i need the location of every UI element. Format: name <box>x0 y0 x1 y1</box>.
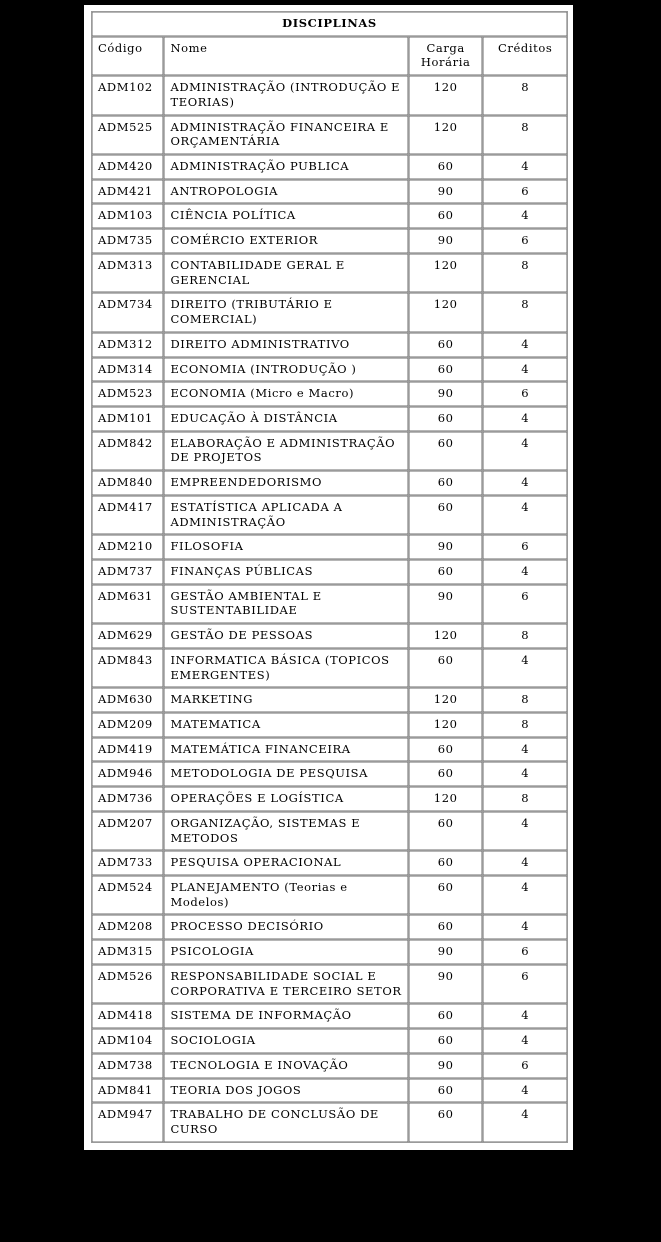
cell-codigo: ADM315 <box>92 940 164 965</box>
cell-carga-horaria: 60 <box>408 737 482 762</box>
cell-carga-horaria: 60 <box>408 155 482 180</box>
cell-creditos: 4 <box>483 431 568 470</box>
cell-carga-horaria: 90 <box>408 1053 482 1078</box>
cell-carga-horaria: 60 <box>408 332 482 357</box>
cell-carga-horaria: 90 <box>408 179 482 204</box>
cell-codigo: ADM840 <box>92 471 164 496</box>
cell-nome: GESTÃO AMBIENTAL E SUSTENTABILIDAE <box>164 584 409 623</box>
column-header-carga-horaria: Carga Horária <box>408 36 482 75</box>
cell-nome: TECNOLOGIA E INOVAÇÃO <box>164 1053 409 1078</box>
cell-codigo: ADM420 <box>92 155 164 180</box>
table-row <box>92 811 568 850</box>
cell-creditos: 4 <box>483 811 568 850</box>
cell-codigo: ADM737 <box>92 559 164 584</box>
table-row <box>92 471 568 496</box>
table-row <box>92 915 568 940</box>
cell-creditos: 8 <box>483 787 568 812</box>
cell-codigo: ADM738 <box>92 1053 164 1078</box>
cell-creditos: 4 <box>483 559 568 584</box>
cell-codigo: ADM631 <box>92 584 164 623</box>
table-row <box>92 559 568 584</box>
cell-creditos: 4 <box>483 471 568 496</box>
cell-nome: OPERAÇÕES E LOGÍSTICA <box>164 787 409 812</box>
cell-nome: RESPONSABILIDADE SOCIAL E CORPORATIVA E TERCEIRO SETOR <box>164 964 409 1003</box>
cell-nome: SOCIOLOGIA <box>164 1029 409 1054</box>
disciplinas-table <box>91 11 568 1143</box>
cell-nome: DIREITO (TRIBUTÁRIO E COMERCIAL) <box>164 293 409 332</box>
cell-carga-horaria: 120 <box>408 76 482 115</box>
cell-carga-horaria: 60 <box>408 1004 482 1029</box>
table-row <box>92 648 568 687</box>
table-row <box>92 332 568 357</box>
cell-creditos: 8 <box>483 713 568 738</box>
cell-creditos: 6 <box>483 179 568 204</box>
cell-carga-horaria: 60 <box>408 559 482 584</box>
cell-nome: ECONOMIA (INTRODUÇÃO ) <box>164 357 409 382</box>
cell-codigo: ADM104 <box>92 1029 164 1054</box>
column-header-codigo: Código <box>92 36 164 75</box>
cell-codigo: ADM210 <box>92 535 164 560</box>
cell-nome: ADMINISTRAÇÃO (INTRODUÇÃO E TEORIAS) <box>164 76 409 115</box>
cell-codigo: ADM101 <box>92 406 164 431</box>
table-header-row <box>92 36 568 75</box>
cell-creditos: 4 <box>483 915 568 940</box>
cell-nome: GESTÃO DE PESSOAS <box>164 624 409 649</box>
cell-codigo: ADM103 <box>92 204 164 229</box>
cell-codigo: ADM629 <box>92 624 164 649</box>
table-row <box>92 787 568 812</box>
cell-carga-horaria: 60 <box>408 811 482 850</box>
cell-nome: DIREITO ADMINISTRATIVO <box>164 332 409 357</box>
cell-codigo: ADM843 <box>92 648 164 687</box>
cell-nome: CIÊNCIA POLÍTICA <box>164 204 409 229</box>
cell-creditos: 4 <box>483 1103 568 1142</box>
column-header-nome: Nome <box>164 36 409 75</box>
cell-codigo: ADM102 <box>92 76 164 115</box>
table-row <box>92 293 568 332</box>
table-row <box>92 155 568 180</box>
cell-nome: FILOSOFIA <box>164 535 409 560</box>
table-row <box>92 495 568 534</box>
column-header-creditos: Créditos <box>483 36 568 75</box>
table-row <box>92 737 568 762</box>
cell-nome: MATEMÁTICA FINANCEIRA <box>164 737 409 762</box>
cell-carga-horaria: 90 <box>408 382 482 407</box>
cell-codigo: ADM841 <box>92 1078 164 1103</box>
cell-nome: ORGANIZAÇÃO, SISTEMAS E METODOS <box>164 811 409 850</box>
cell-carga-horaria: 60 <box>408 876 482 915</box>
cell-carga-horaria: 60 <box>408 357 482 382</box>
cell-codigo: ADM313 <box>92 253 164 292</box>
cell-creditos: 6 <box>483 964 568 1003</box>
table-title: DISCIPLINAS <box>92 12 568 37</box>
table-row <box>92 76 568 115</box>
cell-carga-horaria: 60 <box>408 1029 482 1054</box>
cell-creditos: 4 <box>483 332 568 357</box>
cell-carga-horaria: 120 <box>408 787 482 812</box>
cell-creditos: 8 <box>483 293 568 332</box>
cell-codigo: ADM523 <box>92 382 164 407</box>
cell-creditos: 6 <box>483 940 568 965</box>
cell-creditos: 4 <box>483 1004 568 1029</box>
cell-creditos: 4 <box>483 357 568 382</box>
cell-carga-horaria: 60 <box>408 431 482 470</box>
cell-codigo: ADM207 <box>92 811 164 850</box>
table-row <box>92 688 568 713</box>
table-row <box>92 624 568 649</box>
table-row <box>92 1078 568 1103</box>
table-row <box>92 876 568 915</box>
document-page <box>83 4 574 1151</box>
table-row <box>92 382 568 407</box>
cell-nome: EDUCAÇÃO À DISTÂNCIA <box>164 406 409 431</box>
table-title-row <box>92 12 568 37</box>
cell-nome: FINANÇAS PÚBLICAS <box>164 559 409 584</box>
cell-nome: ELABORAÇÃO E ADMINISTRAÇÃO DE PROJETOS <box>164 431 409 470</box>
cell-codigo: ADM525 <box>92 115 164 154</box>
cell-codigo: ADM314 <box>92 357 164 382</box>
cell-codigo: ADM946 <box>92 762 164 787</box>
cell-nome: INFORMATICA BÁSICA (TOPICOS EMERGENTES) <box>164 648 409 687</box>
cell-nome: MATEMATICA <box>164 713 409 738</box>
cell-nome: TRABALHO DE CONCLUSÃO DE CURSO <box>164 1103 409 1142</box>
cell-carga-horaria: 60 <box>408 495 482 534</box>
cell-carga-horaria: 90 <box>408 964 482 1003</box>
table-row <box>92 253 568 292</box>
cell-creditos: 8 <box>483 115 568 154</box>
cell-carga-horaria: 90 <box>408 229 482 254</box>
cell-creditos: 4 <box>483 648 568 687</box>
cell-codigo: ADM312 <box>92 332 164 357</box>
table-row <box>92 229 568 254</box>
table-row <box>92 204 568 229</box>
cell-creditos: 4 <box>483 1029 568 1054</box>
cell-codigo: ADM526 <box>92 964 164 1003</box>
cell-nome: ESTATÍSTICA APLICADA A ADMINISTRAÇÃO <box>164 495 409 534</box>
cell-nome: MARKETING <box>164 688 409 713</box>
cell-carga-horaria: 60 <box>408 1078 482 1103</box>
cell-codigo: ADM630 <box>92 688 164 713</box>
table-row <box>92 762 568 787</box>
table-row <box>92 1053 568 1078</box>
cell-carga-horaria: 90 <box>408 535 482 560</box>
table-row <box>92 535 568 560</box>
table-row <box>92 713 568 738</box>
cell-carga-horaria: 90 <box>408 940 482 965</box>
cell-carga-horaria: 60 <box>408 915 482 940</box>
table-row <box>92 1004 568 1029</box>
table-body <box>92 12 568 1143</box>
cell-creditos: 4 <box>483 851 568 876</box>
cell-creditos: 6 <box>483 382 568 407</box>
table-row <box>92 940 568 965</box>
cell-nome: EMPREENDEDORISMO <box>164 471 409 496</box>
cell-carga-horaria: 60 <box>408 204 482 229</box>
cell-carga-horaria: 120 <box>408 688 482 713</box>
cell-creditos: 4 <box>483 204 568 229</box>
cell-carga-horaria: 60 <box>408 406 482 431</box>
cell-nome: PROCESSO DECISÓRIO <box>164 915 409 940</box>
cell-carga-horaria: 120 <box>408 293 482 332</box>
cell-creditos: 4 <box>483 876 568 915</box>
cell-nome: ECONOMIA (Micro e Macro) <box>164 382 409 407</box>
table-row <box>92 1029 568 1054</box>
table-row <box>92 1103 568 1142</box>
cell-nome: SISTEMA DE INFORMAÇÃO <box>164 1004 409 1029</box>
cell-carga-horaria: 120 <box>408 253 482 292</box>
table-row <box>92 964 568 1003</box>
cell-nome: ADMINISTRAÇÃO PUBLICA <box>164 155 409 180</box>
cell-creditos: 8 <box>483 253 568 292</box>
cell-creditos: 6 <box>483 229 568 254</box>
cell-nome: PESQUISA OPERACIONAL <box>164 851 409 876</box>
cell-codigo: ADM842 <box>92 431 164 470</box>
cell-codigo: ADM735 <box>92 229 164 254</box>
cell-carga-horaria: 60 <box>408 648 482 687</box>
cell-nome: TEORIA DOS JOGOS <box>164 1078 409 1103</box>
table-row <box>92 431 568 470</box>
cell-codigo: ADM421 <box>92 179 164 204</box>
cell-codigo: ADM947 <box>92 1103 164 1142</box>
cell-carga-horaria: 120 <box>408 624 482 649</box>
cell-carga-horaria: 60 <box>408 851 482 876</box>
cell-creditos: 6 <box>483 1053 568 1078</box>
cell-carga-horaria: 90 <box>408 584 482 623</box>
cell-nome: PLANEJAMENTO (Teorias e Modelos) <box>164 876 409 915</box>
table-row <box>92 406 568 431</box>
cell-creditos: 6 <box>483 584 568 623</box>
cell-codigo: ADM208 <box>92 915 164 940</box>
cell-nome: PSICOLOGIA <box>164 940 409 965</box>
cell-creditos: 8 <box>483 624 568 649</box>
cell-creditos: 8 <box>483 76 568 115</box>
table-row <box>92 851 568 876</box>
cell-creditos: 4 <box>483 495 568 534</box>
cell-codigo: ADM736 <box>92 787 164 812</box>
cell-codigo: ADM209 <box>92 713 164 738</box>
cell-codigo: ADM418 <box>92 1004 164 1029</box>
cell-codigo: ADM524 <box>92 876 164 915</box>
table-row <box>92 179 568 204</box>
cell-creditos: 4 <box>483 737 568 762</box>
cell-codigo: ADM417 <box>92 495 164 534</box>
cell-creditos: 4 <box>483 762 568 787</box>
table-row <box>92 584 568 623</box>
cell-creditos: 4 <box>483 406 568 431</box>
cell-nome: ANTROPOLOGIA <box>164 179 409 204</box>
cell-codigo: ADM734 <box>92 293 164 332</box>
cell-creditos: 4 <box>483 1078 568 1103</box>
table-row <box>92 357 568 382</box>
cell-codigo: ADM733 <box>92 851 164 876</box>
cell-carga-horaria: 120 <box>408 713 482 738</box>
cell-carga-horaria: 60 <box>408 762 482 787</box>
table-row <box>92 115 568 154</box>
cell-nome: METODOLOGIA DE PESQUISA <box>164 762 409 787</box>
cell-carga-horaria: 120 <box>408 115 482 154</box>
cell-creditos: 4 <box>483 155 568 180</box>
cell-nome: COMÉRCIO EXTERIOR <box>164 229 409 254</box>
cell-nome: CONTABILIDADE GERAL E GERENCIAL <box>164 253 409 292</box>
cell-carga-horaria: 60 <box>408 471 482 496</box>
cell-nome: ADMINISTRAÇÃO FINANCEIRA E ORÇAMENTÁRIA <box>164 115 409 154</box>
cell-creditos: 8 <box>483 688 568 713</box>
cell-codigo: ADM419 <box>92 737 164 762</box>
cell-creditos: 6 <box>483 535 568 560</box>
cell-carga-horaria: 60 <box>408 1103 482 1142</box>
